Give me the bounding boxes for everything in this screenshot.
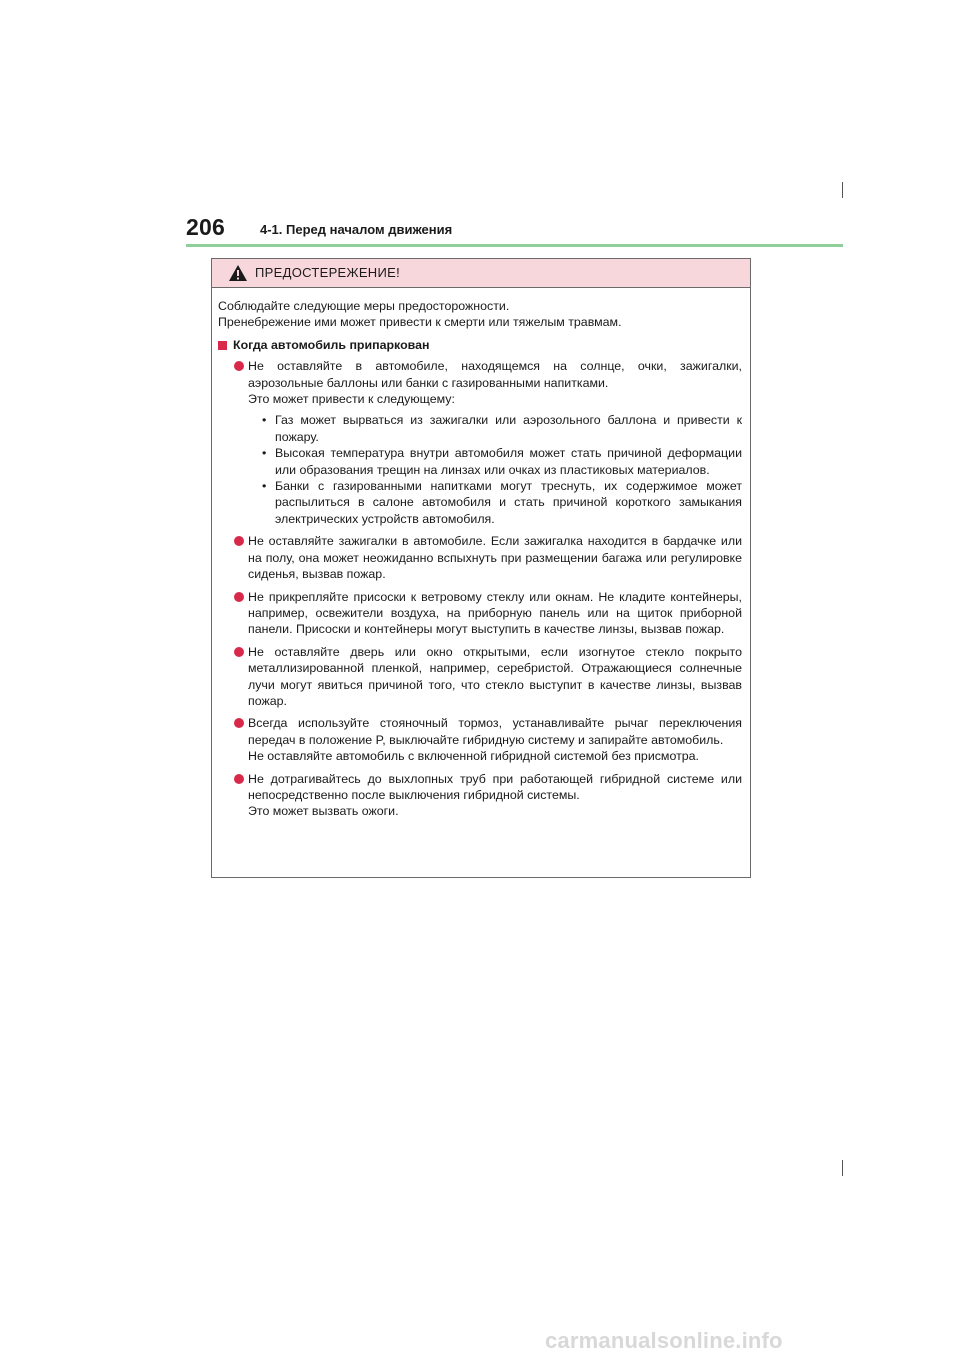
sub-list <box>248 412 742 527</box>
header-rule <box>186 244 843 247</box>
item-note: Не оставляйте автомобиль с включенной гибридной системой без присмотра. <box>248 749 699 764</box>
warning-content <box>212 288 750 820</box>
item-text: Всегда используйте стояночный тормоз, устанавливайте рычаг переключения передач в положение P, выключайте гибридную систему и запирайте автомобиль. <box>248 716 742 747</box>
sub-list-item <box>262 445 742 478</box>
subheading-text: Когда автомобиль припаркован <box>233 337 430 352</box>
warning-box <box>211 258 751 878</box>
sub-item-text: Высокая температура внутри автомобиля может стать причиной деформации или образования трещин на линзах или очках из пластиковых материалов. <box>275 446 742 477</box>
item-note: Это может привести к следующему: <box>248 392 455 407</box>
square-bullet-icon <box>218 341 227 350</box>
item-text: Не дотрагивайтесь до выхлопных труб при работающей гибридной системе или непосредственно после выключения гибридной системы. <box>248 771 742 802</box>
intro-line: Пренебрежение ими может привести к смерти или тяжелым травмам. <box>218 315 622 330</box>
sub-list-item <box>262 478 742 527</box>
subheading <box>218 337 742 353</box>
crop-mark-top <box>842 182 843 198</box>
watermark: carmanualsonline.info <box>545 1328 783 1353</box>
item-note: Это может вызвать ожоги. <box>248 804 399 819</box>
bullet-dot-icon <box>234 536 244 546</box>
bullet-dot-icon <box>234 774 244 784</box>
page-number: 206 <box>186 214 225 240</box>
list-item <box>218 533 742 582</box>
warning-triangle-icon <box>228 264 248 282</box>
sub-bullet-icon: • <box>262 479 267 494</box>
item-text: Не оставляйте зажигалки в автомобиле. Если зажигалка находится в бардачке или на полу, она может неожиданно вспыхнуть при размещении багажа или регулировке сиденья, вызвав пожар. <box>248 534 742 582</box>
section-title: 4-1. Перед началом движения <box>260 222 453 237</box>
warning-header <box>212 259 750 288</box>
sub-bullet-icon: • <box>262 446 267 461</box>
item-text: Не оставляйте в автомобиле, находящемся на солнце, очки, зажигалки, аэрозольные баллоны или банки с газированными напитками. <box>248 359 742 390</box>
sub-item-text: Банки с газированными напитками могут треснуть, их содержимое может распылиться в салоне автомобиля и стать причиной короткого замыкания электрических устройств автомобиля. <box>275 479 742 526</box>
list-item <box>218 771 742 820</box>
bullet-dot-icon <box>234 718 244 728</box>
list-item <box>218 644 742 710</box>
crop-mark-bottom <box>842 1160 843 1176</box>
bullet-dot-icon <box>234 361 244 371</box>
list-item <box>218 358 742 527</box>
list-item <box>218 715 742 764</box>
warning-title: ПРЕДОСТЕРЕЖЕНИЕ! <box>255 265 401 280</box>
bullet-dot-icon <box>234 592 244 602</box>
sub-item-text: Газ может вырваться из зажигалки или аэрозольного баллона и привести к пожару. <box>275 413 742 444</box>
item-text: Не оставляйте дверь или окно открытыми, если изогнутое стекло покрыто металлизированной пленкой, например, серебристой. Отражающиеся солнечные лучи могут явиться причиной того, что стекло выступит в качестве линзы, вызвав пожар. <box>248 644 742 708</box>
sub-list-item <box>262 412 742 445</box>
bullet-dot-icon <box>234 647 244 657</box>
sub-bullet-icon: • <box>262 413 267 428</box>
intro-line: Соблюдайте следующие меры предосторожности. <box>218 299 510 313</box>
list-item <box>218 589 742 638</box>
item-text: Не прикрепляйте присоски к ветровому стеклу или окнам. Не кладите контейнеры, например, освежители воздуха, на приборную панель или на щиток приборной панели. Присоски и контейнеры могут выступить в качестве линзы, вызвав пожар. <box>248 589 742 637</box>
